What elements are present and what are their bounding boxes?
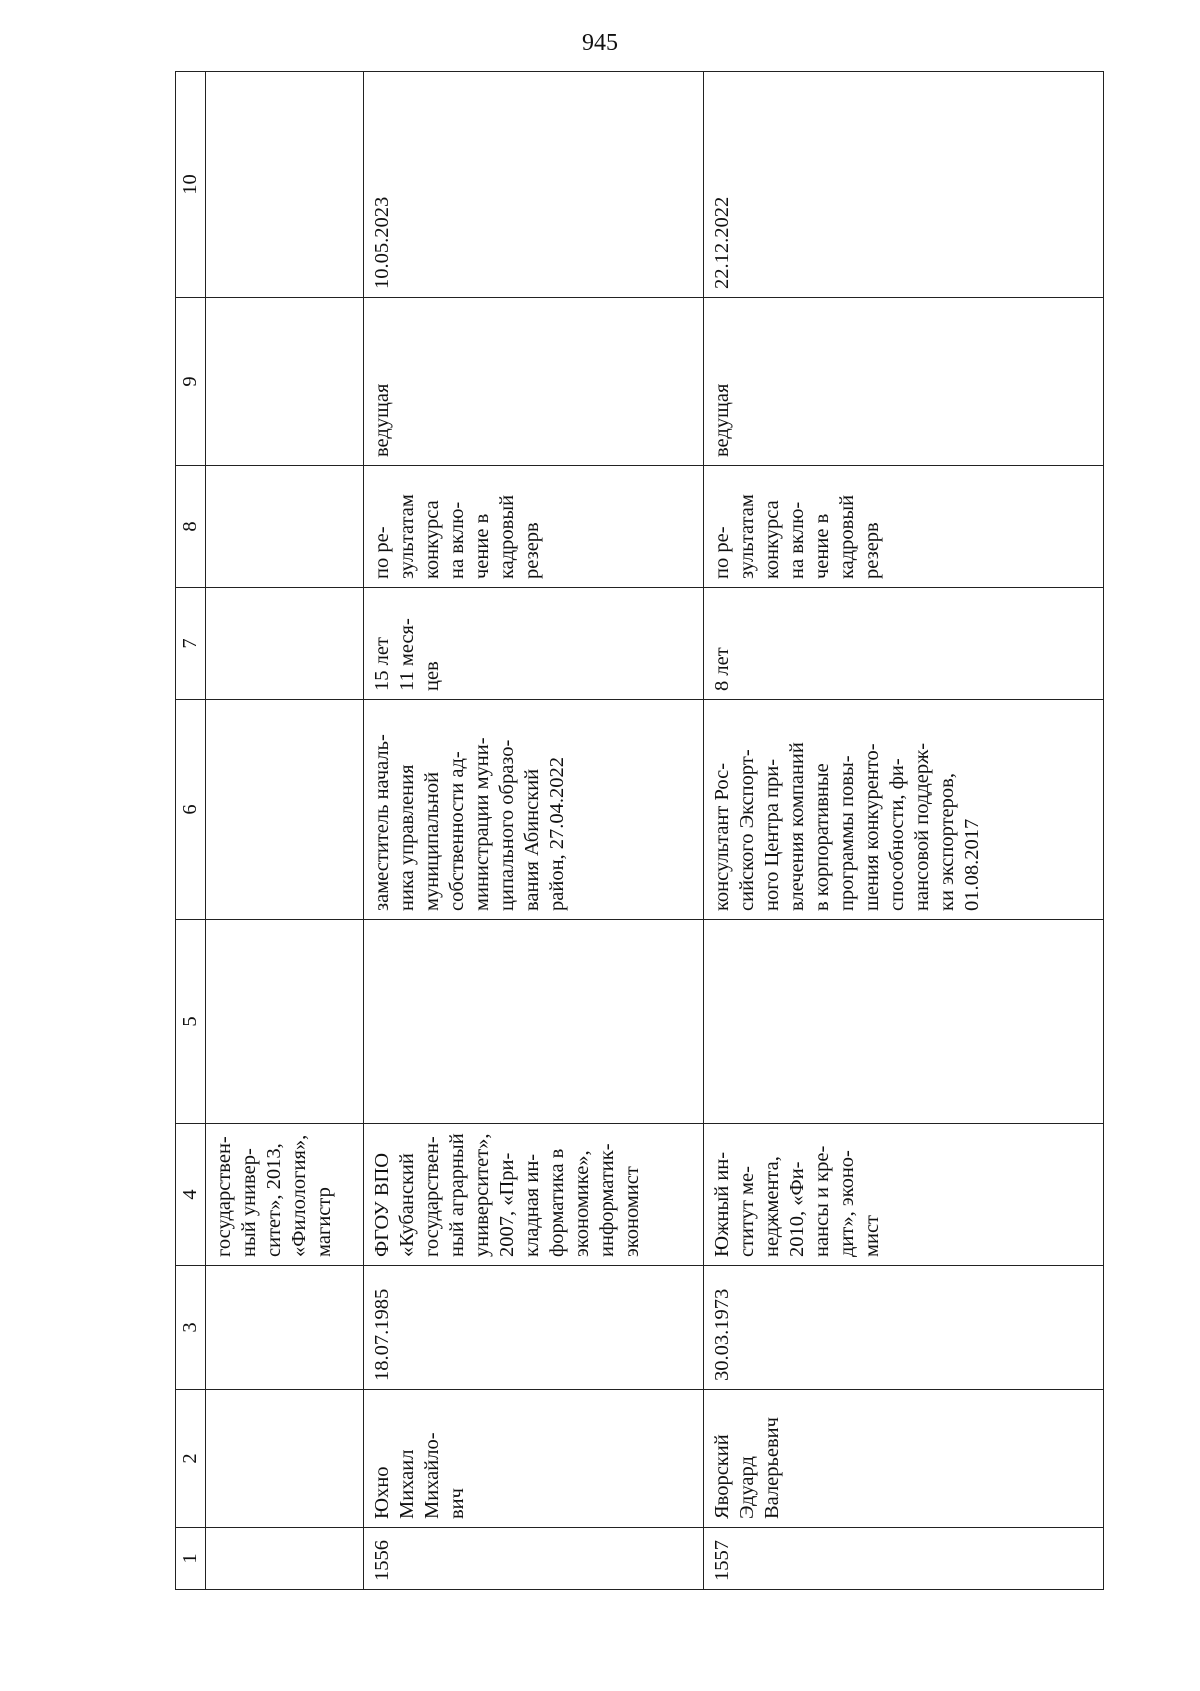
table-cell	[206, 588, 364, 700]
table-cell	[206, 1266, 364, 1390]
education-cell: Южный ин- ститут ме- неджмента, 2010, «Фи- нансы и кре- дит», эконо- мист	[704, 1124, 1104, 1266]
date-cell: 10.05.2023	[364, 72, 704, 298]
table-cell	[206, 700, 364, 920]
group-cell: ведущая	[364, 298, 704, 466]
row-number-cell: 1557	[704, 1528, 1104, 1590]
table-cell	[206, 1390, 364, 1528]
header-cell: 8	[176, 466, 206, 588]
table-cell	[206, 298, 364, 466]
page-number: 945	[582, 30, 618, 56]
table-row	[364, 72, 704, 1590]
table-cell	[206, 466, 364, 588]
birth-date-cell: 30.03.1973	[704, 1266, 1104, 1390]
position-cell: заместитель началь- ника управления муниципальной собственности ад- министрации муни- ципального образо- вания Абинский район, 27.04.2022	[364, 700, 704, 920]
table-row	[704, 72, 1104, 1590]
rotated-table-wrapper	[175, 72, 1099, 1590]
table-cell	[364, 920, 704, 1124]
personnel-reserve-table	[175, 71, 1104, 1590]
header-cell: 3	[176, 1266, 206, 1390]
full-name-cell: Яворский Эдуард Валерьевич	[704, 1390, 1104, 1528]
header-cell: 2	[176, 1390, 206, 1528]
position-cell: консультант Рос- сийского Экспорт- ного Центра при- влечения компаний в корпоративные программы повы- шения конкуренто- способности, фи- нансовой поддерж- ки экспортеров, 01.08.2017	[704, 700, 1104, 920]
education-cell: ФГОУ ВПО «Кубанский государствен- ный аграрный университет», 2007, «При- кладная ин- форматика в экономике», информатик- экономист	[364, 1124, 704, 1266]
table-cell	[704, 920, 1104, 1124]
header-cell: 1	[176, 1528, 206, 1590]
header-cell: 9	[176, 298, 206, 466]
experience-cell: 8 лет	[704, 588, 1104, 700]
full-name-cell: Юхно Михаил Михайло- вич	[364, 1390, 704, 1528]
header-cell: 5	[176, 920, 206, 1124]
birth-date-cell: 18.07.1985	[364, 1266, 704, 1390]
row-number-cell: 1556	[364, 1528, 704, 1590]
header-cell: 10	[176, 72, 206, 298]
header-cell: 6	[176, 700, 206, 920]
table-row	[206, 72, 364, 1590]
table-cell	[206, 920, 364, 1124]
header-cell: 4	[176, 1124, 206, 1266]
table-cell	[206, 1528, 364, 1590]
rotated-table-sheet	[175, 72, 1099, 1590]
table-cell	[206, 72, 364, 298]
date-cell: 22.12.2022	[704, 72, 1104, 298]
table-header-row	[176, 72, 206, 1590]
group-cell: ведущая	[704, 298, 1104, 466]
experience-cell: 15 лет 11 меся- цев	[364, 588, 704, 700]
header-cell: 7	[176, 588, 206, 700]
basis-cell: по ре- зультатам конкурса на вклю- чение в кадровый резерв	[364, 466, 704, 588]
basis-cell: по ре- зультатам конкурса на вклю- чение в кадровый резерв	[704, 466, 1104, 588]
table-cell: государствен- ный универ- ситет», 2013, «Филология», магистр	[206, 1124, 364, 1266]
